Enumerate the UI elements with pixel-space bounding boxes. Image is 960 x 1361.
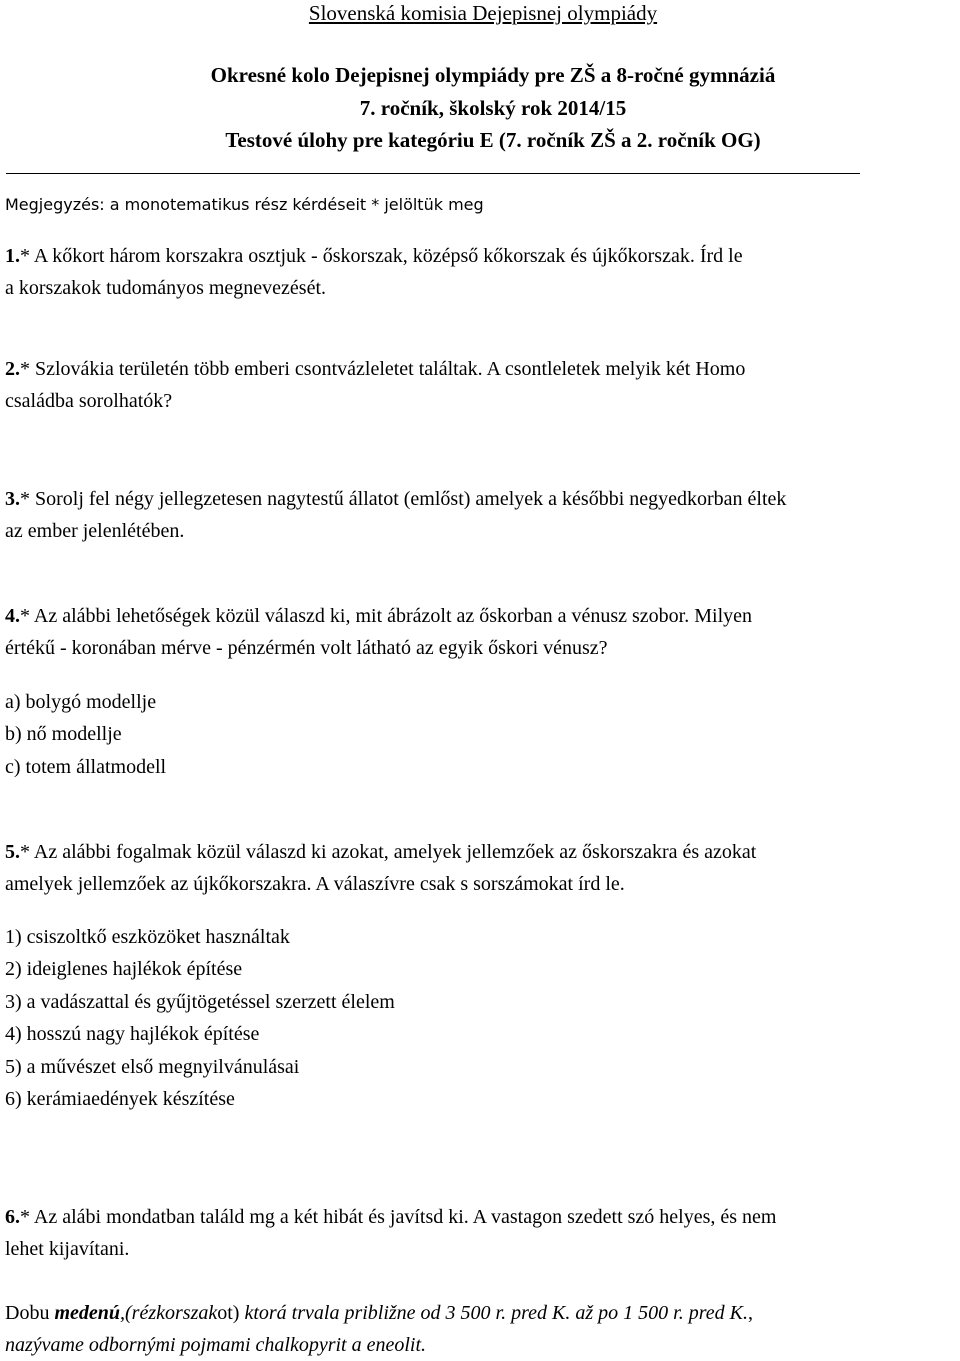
option-b: b) nő modellje xyxy=(5,723,122,746)
question-6-sentence xyxy=(5,1297,753,1361)
question-text: * Az alábbi fogalmak közül válaszd ki azokat, amelyek jellemzőek az őskorszakra és azokat xyxy=(20,841,757,863)
sentence-part: Dobu xyxy=(5,1302,55,1324)
option-a: a) bolygó modellje xyxy=(5,691,157,713)
question-number: 4. xyxy=(5,605,20,627)
question-1 xyxy=(5,240,743,304)
question-number: 5. xyxy=(5,841,20,863)
question-text: az ember jelenlétében. xyxy=(5,520,185,542)
question-text: * Az alábbi lehetőségek közül válaszd ki, mit ábrázolt az őskorban a vénusz szobor. Milyen xyxy=(20,605,753,627)
sentence-line-2: nazývame odbornými pojmami chalkopyrit a eneolit. xyxy=(5,1334,427,1356)
question-5 xyxy=(5,836,756,900)
question-text: * Szlovákia területén több emberi csontvázleletet találtak. A csontleletek melyik két Homo xyxy=(20,358,746,380)
sentence-part: ktorá trvala približne od 3 500 r. pred K. až po 1 500 r. pred K. xyxy=(244,1302,748,1324)
list-item: 1) csiszoltkő eszközöket használtak xyxy=(5,926,290,948)
question-4 xyxy=(5,600,752,664)
list-item: 4) hosszú nagy hajlékok építése xyxy=(5,1023,260,1046)
list-item: 3) a vadászattal és gyűjtögetéssel szerzett élelem xyxy=(5,990,395,1013)
option-c: c) totem állatmodell xyxy=(5,755,167,778)
question-text: * Az alábi mondatban találd mg a két hibát és javítsd ki. A vastagon szedett szó helyes, és nem xyxy=(20,1206,777,1228)
question-text: értékű - koronában mérve - pénzérmén volt látható az egyik őskori vénusz? xyxy=(5,637,608,659)
question-text: lehet kijavítani. xyxy=(5,1238,130,1260)
list-item: 6) kerámiaedények készítése xyxy=(5,1088,235,1111)
question-number: 1. xyxy=(5,245,20,267)
sentence-part: , xyxy=(748,1302,753,1324)
question-text: a korszakok tudományos megnevezését. xyxy=(5,277,327,299)
competition-title: Okresné kolo Dejepisnej olympiády pre ZŠ a 8-ročné gymnáziá xyxy=(210,63,776,87)
question-number: 6. xyxy=(5,1206,20,1228)
organization-title: Slovenská komisia Dejepisnej olympiády xyxy=(308,1,658,25)
question-5-items xyxy=(5,921,395,1115)
note: Megjegyzés: a monotematikus rész kérdéseit * jelöltük meg xyxy=(5,195,484,214)
question-text: amelyek jellemzőek az újkőkorszakra. A válaszívre csak s sorszámokat írd le. xyxy=(5,873,625,895)
question-4-options xyxy=(5,686,166,783)
header-divider xyxy=(6,173,860,174)
sentence-part: ,(rézkorszak xyxy=(120,1302,218,1324)
question-number: 3. xyxy=(5,488,20,510)
question-number: 2. xyxy=(5,358,20,380)
question-text: családba sorolhatók? xyxy=(5,390,173,412)
question-text: * Sorolj fel négy jellegzetesen nagytestű állatot (emlőst) amelyek a későbbi negyedkorban éltek xyxy=(20,488,787,510)
sentence-part: ot) xyxy=(217,1302,245,1324)
list-item: 5) a művészet első megnyilvánulásai xyxy=(5,1055,300,1078)
category-line: Testové úlohy pre kategóriu E (7. ročník ZŠ a 2. ročník OG) xyxy=(225,128,761,152)
question-text: * A kőkort három korszakra osztjuk - őskorszak, középső kőkorszak és újkőkorszak. Írd le xyxy=(20,245,743,267)
question-3 xyxy=(5,483,786,547)
question-2 xyxy=(5,353,745,417)
year-line: 7. ročník, školský rok 2014/15 xyxy=(359,96,627,120)
list-item: 2) ideiglenes hajlékok építése xyxy=(5,958,243,981)
sentence-bold-word: medenú xyxy=(54,1302,121,1324)
question-6 xyxy=(5,1201,776,1265)
